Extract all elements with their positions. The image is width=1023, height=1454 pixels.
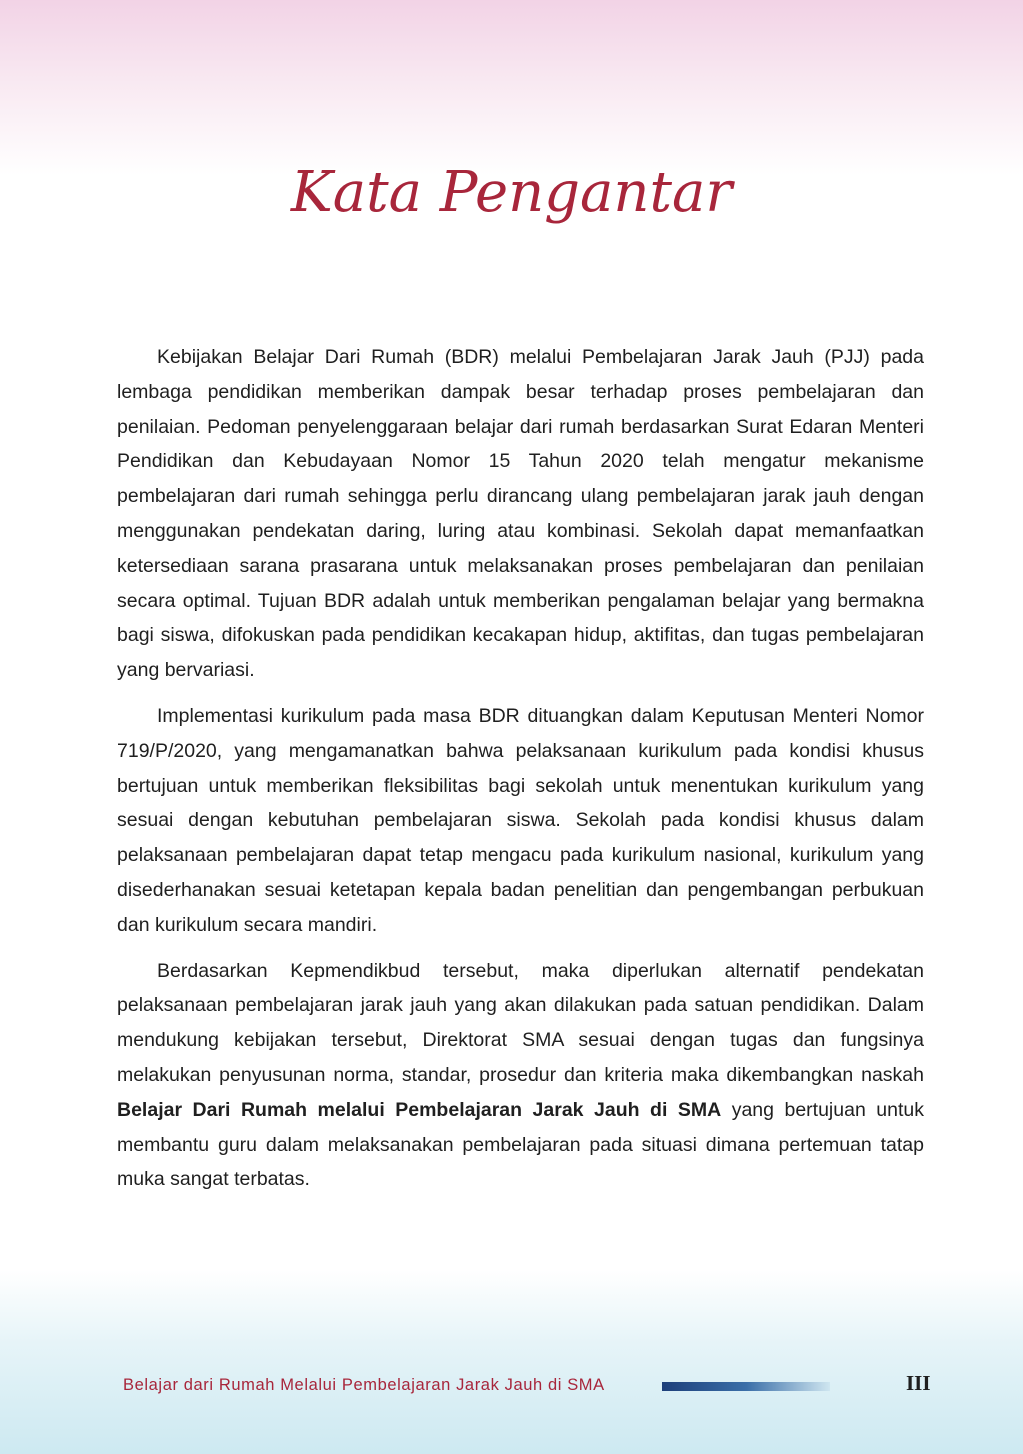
bottom-blue-gradient-band (0, 1270, 1023, 1454)
paragraph-3 (117, 954, 924, 1198)
publication-title-bold: Belajar Dari Rumah melalui Pembelajaran Jarak Jauh di SMA (117, 1098, 722, 1121)
paragraph-1: Kebijakan Belajar Dari Rumah (BDR) melalui Pembelajaran Jarak Jauh (PJJ) pada lembaga pendidikan memberikan dampak besar terhadap proses pembelajaran dan penilaian. Pedoman penyelenggaraan belajar dari rumah berdasarkan Surat Edaran Menteri Pendidikan dan Kebudayaan Nomor 15 Tahun 2020 telah mengatur mekanisme pembelajaran dari rumah sehingga perlu dirancang ulang pembelajaran jarak jauh dengan menggunakan pendekatan daring, luring atau kombinasi. Sekolah dapat memanfaatkan ketersediaan sarana prasarana untuk melaksanakan proses pembelajaran dan penilaian secara optimal. Tujuan BDR adalah untuk memberikan pengalaman belajar yang bermakna bagi siswa, difokuskan pada pendidikan kecakapan hidup, aktifitas, dan tugas pembelajaran yang bervariasi. (117, 346, 924, 682)
page-number: III (906, 1371, 931, 1395)
top-pink-gradient-band (0, 0, 1023, 175)
body-text (117, 340, 924, 1208)
paragraph-3-text-start: Berdasarkan Kepmendikbud tersebut, maka diperlukan alternatif pendekatan pelaksanaan pembelajaran jarak jauh yang akan dilakukan pada satuan pendidikan. Dalam mendukung kebijakan tersebut, Direktorat SMA sesuai dengan tugas dan fungsinya melakukan penyusunan norma, standar, prosedur dan kriteria maka dikembangkan naskah (117, 959, 924, 1086)
footer-decorative-bar (662, 1382, 830, 1391)
footer-book-title: Belajar dari Rumah Melalui Pembelajaran Jarak Jauh di SMA (123, 1376, 605, 1394)
page-title: Kata Pengantar (290, 160, 733, 225)
paragraph-2: Implementasi kurikulum pada masa BDR dituangkan dalam Keputusan Menteri Nomor 719/P/2020, yang mengamanatkan bahwa pelaksanaan kurikulum pada kondisi khusus bertujuan untuk memberikan fleksibilitas bagi sekolah untuk menentukan kurikulum yang sesuai dengan kebutuhan pembelajaran siswa. Sekolah pada kondisi khusus dalam pelaksanaan pembelajaran dapat tetap mengacu pada kurikulum nasional, kurikulum yang disederhanakan sesuai ketetapan kepala badan penelitian dan pengembangan perbukuan dan kurikulum secara mandiri. (117, 704, 924, 936)
paragraph-3-text-end: yang bertujuan untuk membantu guru dalam melaksanakan pembelajaran pada situasi dimana pertemuan tatap muka sangat terbatas. (117, 1098, 924, 1191)
